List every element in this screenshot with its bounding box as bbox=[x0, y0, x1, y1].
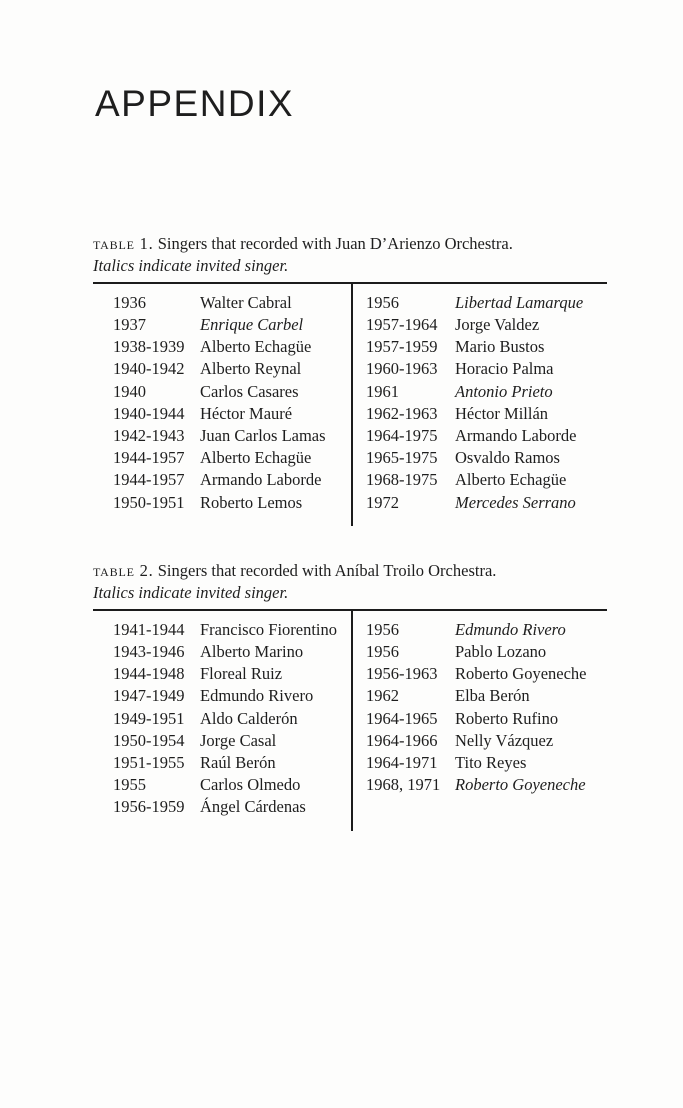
row-singer-name: Carlos Olmedo bbox=[200, 775, 301, 795]
row-singer-name: Antonio Prieto bbox=[455, 381, 553, 401]
table-row bbox=[93, 685, 351, 707]
row-years: 1950-1951 bbox=[113, 492, 185, 512]
table-1-right-column bbox=[351, 284, 607, 526]
row-singer-name: Tito Reyes bbox=[455, 752, 527, 772]
table-2-left-column bbox=[93, 611, 351, 831]
row-years: 1957-1959 bbox=[366, 337, 438, 357]
row-singer-name: Mercedes Serrano bbox=[455, 492, 576, 512]
row-years: 1960-1963 bbox=[366, 359, 438, 379]
table-row bbox=[93, 358, 351, 380]
row-years: 1944-1948 bbox=[113, 664, 185, 684]
table-row bbox=[93, 619, 351, 641]
row-years: 1972 bbox=[366, 492, 399, 512]
table-1-left-column bbox=[93, 284, 351, 526]
row-singer-name: Alberto Echagüe bbox=[200, 337, 312, 357]
row-years: 1962 bbox=[366, 686, 399, 706]
row-years: 1956 bbox=[366, 619, 399, 639]
row-years: 1940-1944 bbox=[113, 403, 185, 423]
row-years: 1957-1964 bbox=[366, 314, 438, 334]
row-years: 1941-1944 bbox=[113, 619, 185, 639]
row-singer-name: Libertad Lamarque bbox=[455, 292, 584, 312]
table-row bbox=[93, 663, 351, 685]
row-singer-name: Roberto Lemos bbox=[200, 492, 303, 512]
table-2-body bbox=[93, 611, 609, 831]
row-singer-name: Roberto Rufino bbox=[455, 708, 559, 728]
table-1-caption bbox=[93, 233, 609, 255]
row-singer-name: Héctor Millán bbox=[455, 403, 549, 423]
row-years: 1956 bbox=[366, 641, 399, 661]
row-years: 1936 bbox=[113, 292, 146, 312]
table-row bbox=[353, 447, 607, 469]
row-years: 1961 bbox=[366, 381, 399, 401]
row-singer-name: Roberto Goyeneche bbox=[455, 664, 587, 684]
row-singer-name: Edmundo Rivero bbox=[455, 619, 566, 639]
row-years: 1940-1942 bbox=[113, 359, 185, 379]
table-row bbox=[353, 358, 607, 380]
table-1-caption-text: Singers that recorded with Juan D’Arienzo Orchestra. bbox=[157, 233, 513, 253]
table-2-caption bbox=[93, 560, 609, 582]
table-row bbox=[93, 708, 351, 730]
row-singer-name: Floreal Ruiz bbox=[200, 664, 283, 684]
row-years: 1955 bbox=[113, 775, 146, 795]
table-row bbox=[353, 685, 607, 707]
table-row bbox=[93, 403, 351, 425]
row-years: 1964-1971 bbox=[366, 752, 438, 772]
row-years: 1940 bbox=[113, 381, 146, 401]
row-years: 1956-1959 bbox=[113, 797, 185, 817]
row-singer-name: Juan Carlos Lamas bbox=[200, 425, 326, 445]
appendix-page bbox=[0, 84, 683, 1108]
row-years: 1968-1975 bbox=[366, 470, 438, 490]
row-years: 1937 bbox=[113, 314, 146, 334]
row-years: 1964-1965 bbox=[366, 708, 438, 728]
row-singer-name: Jorge Casal bbox=[200, 730, 277, 750]
table-row bbox=[353, 752, 607, 774]
row-singer-name: Alberto Reynal bbox=[200, 359, 302, 379]
row-years: 1938-1939 bbox=[113, 337, 185, 357]
row-singer-name: Francisco Fiorentino bbox=[200, 619, 338, 639]
table-row bbox=[353, 469, 607, 491]
row-years: 1965-1975 bbox=[366, 448, 438, 468]
row-singer-name: Carlos Casares bbox=[200, 381, 299, 401]
row-years: 1950-1954 bbox=[113, 730, 185, 750]
row-years: 1944-1957 bbox=[113, 470, 185, 490]
row-singer-name: Osvaldo Ramos bbox=[455, 448, 560, 468]
table-row bbox=[353, 663, 607, 685]
row-singer-name: Armando Laborde bbox=[200, 470, 322, 490]
table-row bbox=[93, 641, 351, 663]
row-years: 1956 bbox=[366, 292, 399, 312]
row-singer-name: Walter Cabral bbox=[200, 292, 292, 312]
table-row bbox=[93, 730, 351, 752]
row-years: 1951-1955 bbox=[113, 752, 185, 772]
table-1-caption-label: table 1. bbox=[93, 233, 154, 253]
table-row bbox=[353, 314, 607, 336]
table-row bbox=[93, 425, 351, 447]
row-singer-name: Edmundo Rivero bbox=[200, 686, 314, 706]
row-singer-name: Enrique Carbel bbox=[200, 314, 304, 334]
table-row bbox=[353, 619, 607, 641]
row-singer-name: Alberto Echagüe bbox=[455, 470, 567, 490]
row-singer-name: Pablo Lozano bbox=[455, 641, 547, 661]
row-singer-name: Alberto Marino bbox=[200, 641, 304, 661]
row-singer-name: Mario Bustos bbox=[455, 337, 545, 357]
row-years: 1943-1946 bbox=[113, 641, 185, 661]
row-singer-name: Nelly Vázquez bbox=[455, 730, 554, 750]
row-singer-name: Ángel Cárdenas bbox=[200, 797, 306, 817]
table-row bbox=[353, 292, 607, 314]
table-2-caption-note: Italics indicate invited singer. bbox=[93, 582, 289, 602]
table-row bbox=[93, 314, 351, 336]
table-2-section bbox=[93, 560, 609, 831]
table-1-body bbox=[93, 284, 609, 526]
table-row bbox=[93, 492, 351, 514]
table-2-caption-text: Singers that recorded with Aníbal Troilo Orchestra. bbox=[157, 560, 497, 580]
row-singer-name: Elba Berón bbox=[455, 686, 530, 706]
row-singer-name: Raúl Berón bbox=[200, 752, 276, 772]
page-title: APPENDIX bbox=[95, 83, 295, 124]
table-row bbox=[353, 403, 607, 425]
table-row bbox=[353, 730, 607, 752]
row-years: 1942-1943 bbox=[113, 425, 185, 445]
table-row bbox=[93, 336, 351, 358]
row-singer-name: Armando Laborde bbox=[455, 425, 577, 445]
table-row bbox=[93, 469, 351, 491]
table-row bbox=[93, 447, 351, 469]
row-years: 1956-1963 bbox=[366, 664, 438, 684]
table-row bbox=[93, 381, 351, 403]
table-row bbox=[93, 752, 351, 774]
table-row bbox=[353, 641, 607, 663]
row-years: 1968, 1971 bbox=[366, 775, 441, 795]
table-row bbox=[353, 708, 607, 730]
table-row bbox=[353, 381, 607, 403]
row-years: 1947-1949 bbox=[113, 686, 185, 706]
row-years: 1964-1966 bbox=[366, 730, 438, 750]
table-2-right-column bbox=[351, 611, 607, 831]
row-years: 1949-1951 bbox=[113, 708, 185, 728]
table-row bbox=[353, 492, 607, 514]
table-1-section bbox=[93, 233, 609, 526]
row-years: 1944-1957 bbox=[113, 448, 185, 468]
row-singer-name: Héctor Mauré bbox=[200, 403, 293, 423]
row-years: 1962-1963 bbox=[366, 403, 438, 423]
table-row bbox=[353, 425, 607, 447]
row-singer-name: Aldo Calderón bbox=[200, 708, 298, 728]
table-row bbox=[93, 774, 351, 796]
table-row bbox=[93, 796, 351, 818]
table-row bbox=[353, 336, 607, 358]
table-row bbox=[353, 774, 607, 796]
table-row bbox=[93, 292, 351, 314]
table-2-caption-label: table 2. bbox=[93, 560, 154, 580]
row-years: 1964-1975 bbox=[366, 425, 438, 445]
row-singer-name: Alberto Echagüe bbox=[200, 448, 312, 468]
row-singer-name: Roberto Goyeneche bbox=[455, 775, 586, 795]
row-singer-name: Jorge Valdez bbox=[455, 314, 540, 334]
row-singer-name: Horacio Palma bbox=[455, 359, 554, 379]
table-1-caption-note: Italics indicate invited singer. bbox=[93, 255, 289, 275]
